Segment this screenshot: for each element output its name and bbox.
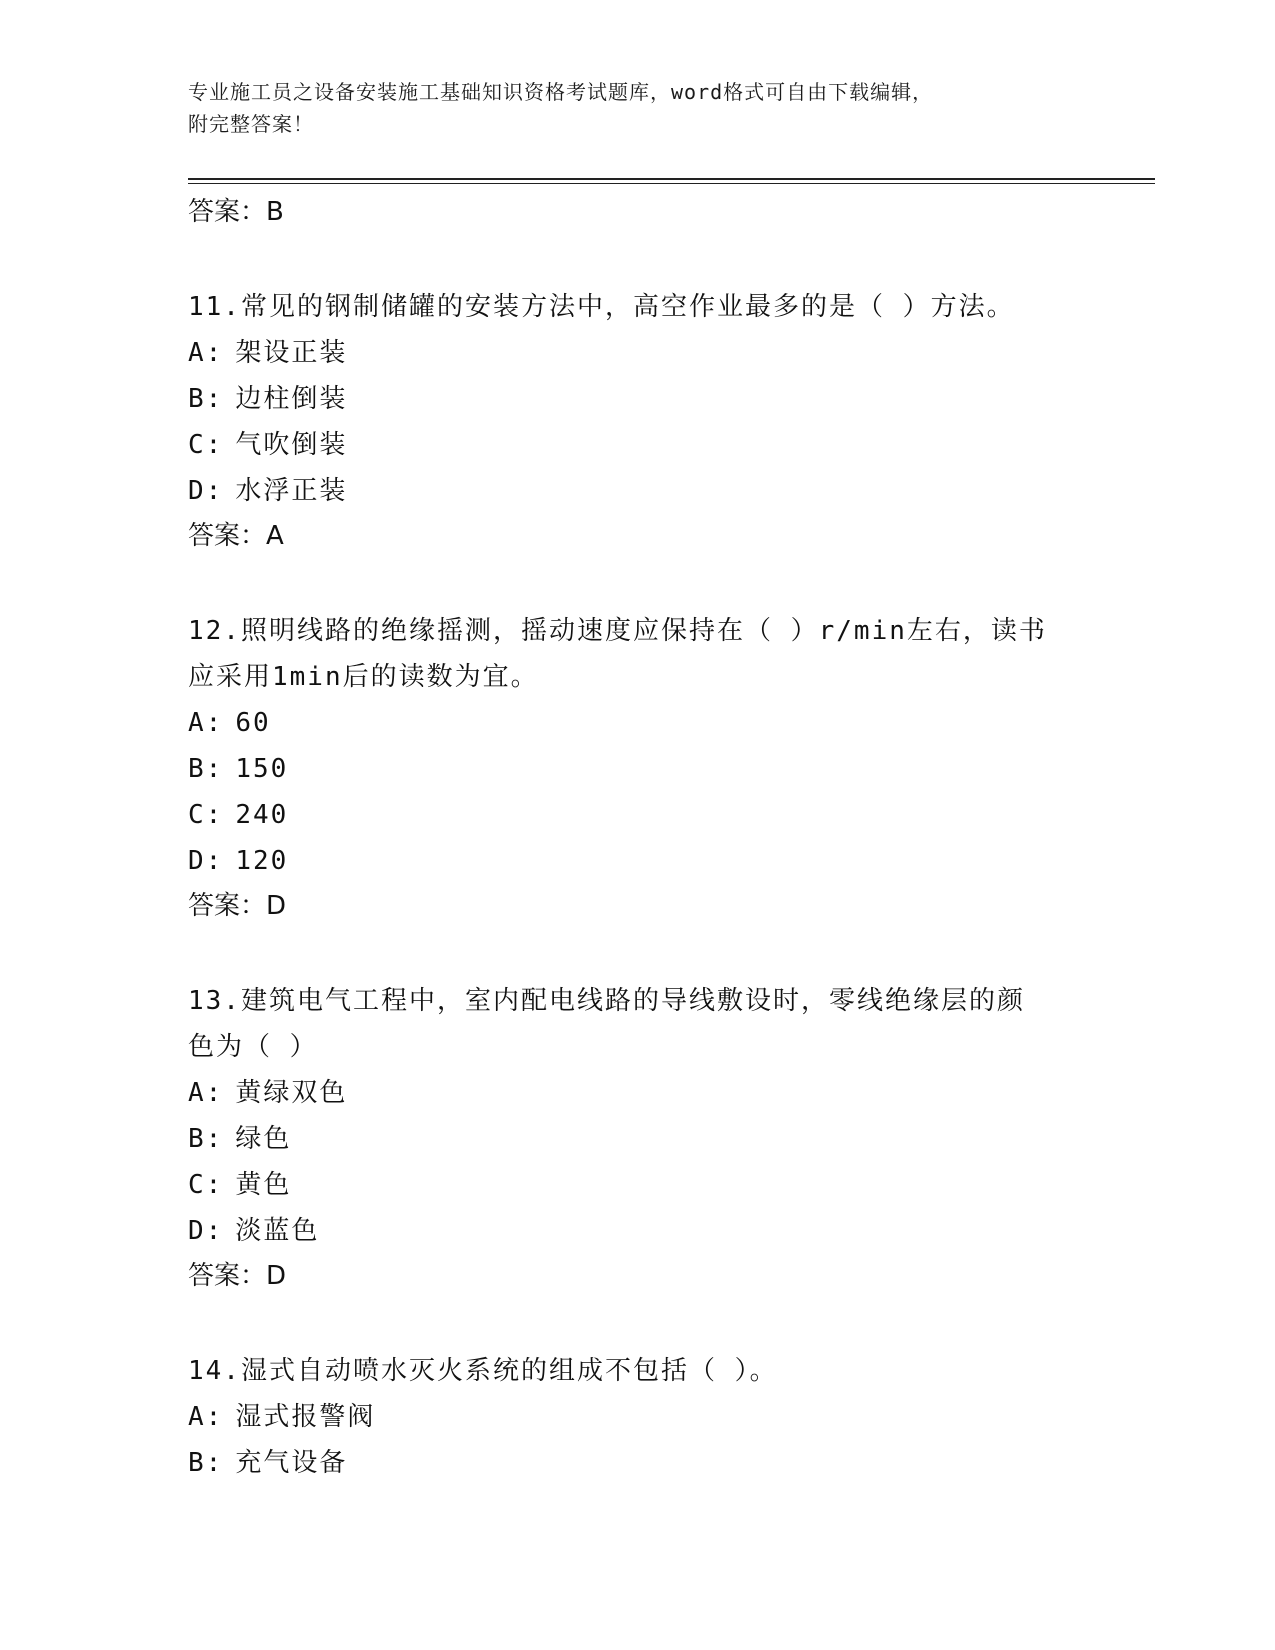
option-text: 绿色 [235,1124,292,1154]
option-d [188,838,1088,884]
option-a [188,1394,1088,1440]
option-letter: D: [188,476,224,506]
option-letter: B: [188,754,224,784]
question-block [188,1348,1088,1486]
option-c [188,422,1088,468]
option-text: 架设正装 [235,338,348,368]
option-text: 黄色 [235,1170,292,1200]
option-letter: A: [188,1078,224,1108]
question-text: 12.照明线路的绝缘摇测，摇动速度应保持在（ ）r/min左右，读书应采用1min后的读数为宜。 [188,616,1047,692]
question-block [188,608,1088,930]
option-a [188,700,1088,746]
option-letter: C: [188,430,224,460]
option-letter: B: [188,1448,224,1478]
option-letter: A: [188,338,224,368]
option-b [188,376,1088,422]
option-a [188,1070,1088,1116]
option-text: 水浮正装 [235,476,348,506]
option-c [188,792,1088,838]
question-block [188,978,1088,1300]
option-letter: B: [188,384,224,414]
option-text: 120 [235,846,289,876]
document-header [188,76,1088,140]
option-letter: D: [188,846,224,876]
option-letter: A: [188,708,224,738]
header-line-1: 专业施工员之设备安装施工基础知识资格考试题库，word格式可自由下载编辑， [188,80,934,104]
previous-answer: 答案：B [188,197,284,227]
option-text: 60 [235,708,271,738]
spacer [188,1300,1088,1348]
option-text: 充气设备 [235,1448,348,1478]
header-line-2: 附完整答案！ [188,112,314,136]
question-list [188,190,1088,1486]
spacer [188,560,1088,608]
option-letter: A: [188,1402,224,1432]
option-text: 气吹倒装 [235,430,348,460]
option-letter: B: [188,1124,224,1154]
option-d [188,468,1088,514]
answer-line: 答案：A [188,521,284,551]
option-text: 150 [235,754,289,784]
question-block [188,284,1088,560]
question-text: 14.湿式自动喷水灭火系统的组成不包括（ ）。 [188,1356,778,1386]
option-b [188,1440,1088,1486]
option-text: 湿式报警阀 [235,1402,376,1432]
option-text: 边柱倒装 [235,384,348,414]
header-divider-thin [188,183,1155,184]
option-b [188,1116,1088,1162]
option-a [188,330,1088,376]
question-text: 11.常见的钢制储罐的安装方法中，高空作业最多的是（ ）方法。 [188,292,1015,322]
question-text: 13.建筑电气工程中，室内配电线路的导线敷设时，零线绝缘层的颜色为（ ） [188,986,1025,1062]
option-letter: C: [188,800,224,830]
answer-line: 答案：D [188,1261,287,1291]
spacer [188,236,1088,284]
option-letter: D: [188,1216,224,1246]
option-text: 淡蓝色 [235,1216,320,1246]
option-b [188,746,1088,792]
option-text: 240 [235,800,289,830]
option-c [188,1162,1088,1208]
spacer [188,930,1088,978]
answer-line: 答案：D [188,891,287,921]
header-divider [188,178,1155,180]
option-letter: C: [188,1170,224,1200]
option-d [188,1208,1088,1254]
option-text: 黄绿双色 [235,1078,348,1108]
